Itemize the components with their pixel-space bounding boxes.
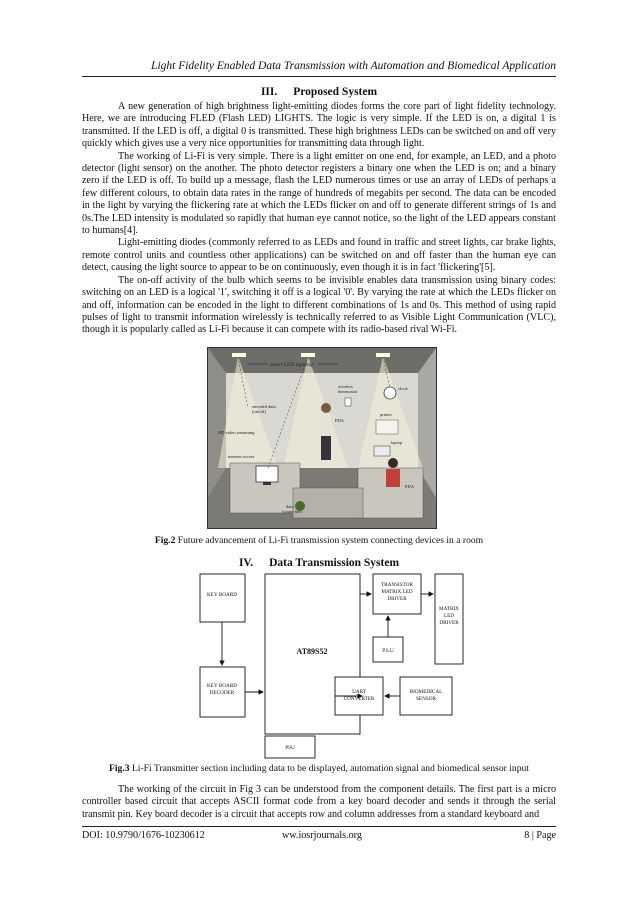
section-4-title: Data Transmission System	[269, 557, 400, 569]
header-rule	[82, 76, 556, 77]
clock-label: clock	[398, 386, 408, 391]
doi-text: DOI: 10.9790/1676-10230612	[82, 830, 205, 841]
figure-2-text: Future advancement of Li-Fi transmission system connecting devices in a room	[175, 535, 484, 546]
paragraph: The working of the circuit in Fig 3 can be understood from the component details. The first part is a micro controller based circuit that accepts ASCII format code from a key board decoder and sends it through the serial transmit pin. Key board decoder is a circuit that accepts row and column addresses from a standard keyboard and	[82, 784, 556, 820]
transmitter-block-diagram	[195, 572, 465, 760]
uart-line2: CONVERTER	[343, 696, 375, 702]
pda-label: PDA	[335, 418, 345, 423]
kb-decoder-line2: DECODER	[209, 690, 235, 696]
data-water-line1: data	[286, 504, 294, 509]
section-4-number: IV.	[238, 557, 254, 569]
matrix-line1: MATRIX	[439, 606, 459, 612]
closing-body	[82, 784, 556, 821]
figure-2-label: Fig.2	[154, 535, 176, 546]
paragraph: A new generation of high brightness light-emitting diodes forms the core part of light fidelity technology. Here, we are introducing FLED (Flash LED) LIGHTS. The logic is very simple. If the LED is on, a digital 1 is transmitted. If the LED is off, a digital 0 is transmitted. These high brightness LEDs can be switched on and off very quickly which gives use a very nice opportunities for transmitting data through light.	[82, 101, 556, 150]
section-3-title: Proposed System	[293, 86, 378, 98]
matrix-line2: LED	[443, 613, 455, 619]
printer-label: printer	[380, 412, 392, 417]
matrix-led-block	[435, 574, 463, 664]
uart-line1: UART	[352, 689, 366, 695]
section-3-heading	[82, 86, 556, 98]
hd-video-label: HD video streaming	[218, 430, 255, 435]
keyboard-block	[200, 574, 245, 622]
transistor-line2: MATRIX LED	[381, 589, 413, 595]
section-3-body	[82, 101, 556, 337]
data-water-line2: (water me)	[282, 509, 302, 514]
figure-3-label: Fig.3	[109, 763, 130, 774]
block-diagram-svg	[195, 572, 465, 760]
transistor-line1: TRANSISTOR	[381, 582, 413, 588]
internet-access-label: internet access	[228, 454, 255, 459]
paragraph: The on-off activity of the bulb which seems to be invisible enables data transmission using binary codes: switching on an LED is a logical '1', switching it off is a logical '0'. By varying the rate at which the LEDs flicker on and off, information can be encoded in the light to different combinations of 1s and 0s. This method of using rapid pulses of light to transmit information wirelessly is technically referred to as Visible Light Communication (VLC), though it is popularly called as Li-Fi because it can compete with its radio-based rival Wi-Fi.	[82, 274, 556, 336]
biomedical-line1: BIOMEDICAL	[409, 689, 443, 695]
footer-rule	[82, 826, 556, 827]
page-number: 8 | Page	[524, 830, 556, 841]
keyboard-label: KEY BOARD	[207, 592, 237, 598]
biomedical-line2: SENSOR	[416, 696, 436, 702]
matrix-line3: DRIVER	[439, 620, 459, 626]
figure-3-caption	[82, 763, 556, 774]
lifi-room-illustration	[207, 347, 437, 529]
mcu-label: AT89S52	[296, 647, 328, 656]
paragraph: Light-emitting diodes (commonly referred to as LEDs and found in traffic and street lights, car brake lights, remote control units and countless other applications) can be switched on and off faster than the human eye can detect, causing the light source to appear to be on continuously, even though it is in fact 'flickering'[5].	[82, 237, 556, 274]
psu-small-label: P.S.U	[382, 648, 394, 654]
running-head: Light Fidelity Enabled Data Transmission with Automation and Biomedical Application	[151, 60, 556, 72]
paragraph: The working of Li-Fi is very simple. There is a light emitter on one end, for example, an LED, and a photo detector (light sensor) on the another. The photo detector registers a binary one when the LED is on; and a binary zero if the LED is off. To build up a message, flash the LED numerous times or use an array of LEDs of perhaps a few different colours, to obtain data rates in the range of hundreds of megabits per second. The data can be encoded in the light by varying the flickering rate at which the LEDs flicker on and off to generate different strings of 1s and 0s.The LED intensity is modulated so rapidly that human eye cannot notice, so the light of the LED appears constant to humans[4].	[82, 150, 556, 237]
journal-site: ww.iosrjournals.org	[282, 830, 362, 841]
encoded-data-line2: (on/off)	[252, 409, 266, 414]
pda2-label: PDA	[405, 484, 415, 489]
transistor-line3: DRIVER	[387, 596, 407, 602]
room-scene	[208, 348, 436, 528]
figure-3-text: Li-Fi Transmitter section including data to be displayed, automation signal and biomedical sensor input	[129, 763, 529, 774]
section-3-number: III.	[260, 86, 278, 98]
wireless-line2: thermostat	[338, 389, 357, 394]
smart-led-label: smart LED lighting	[270, 362, 313, 368]
figure-2-caption	[82, 535, 556, 546]
laptop-label: laptop	[391, 440, 403, 445]
kb-decoder-line1: KEY BOARD	[207, 683, 237, 689]
encoded-data-line1: encoded data	[252, 404, 276, 409]
wireless-line1: wireless	[338, 384, 353, 389]
section-4-heading	[82, 557, 556, 569]
psu-bottom-label: PSU	[285, 745, 295, 751]
